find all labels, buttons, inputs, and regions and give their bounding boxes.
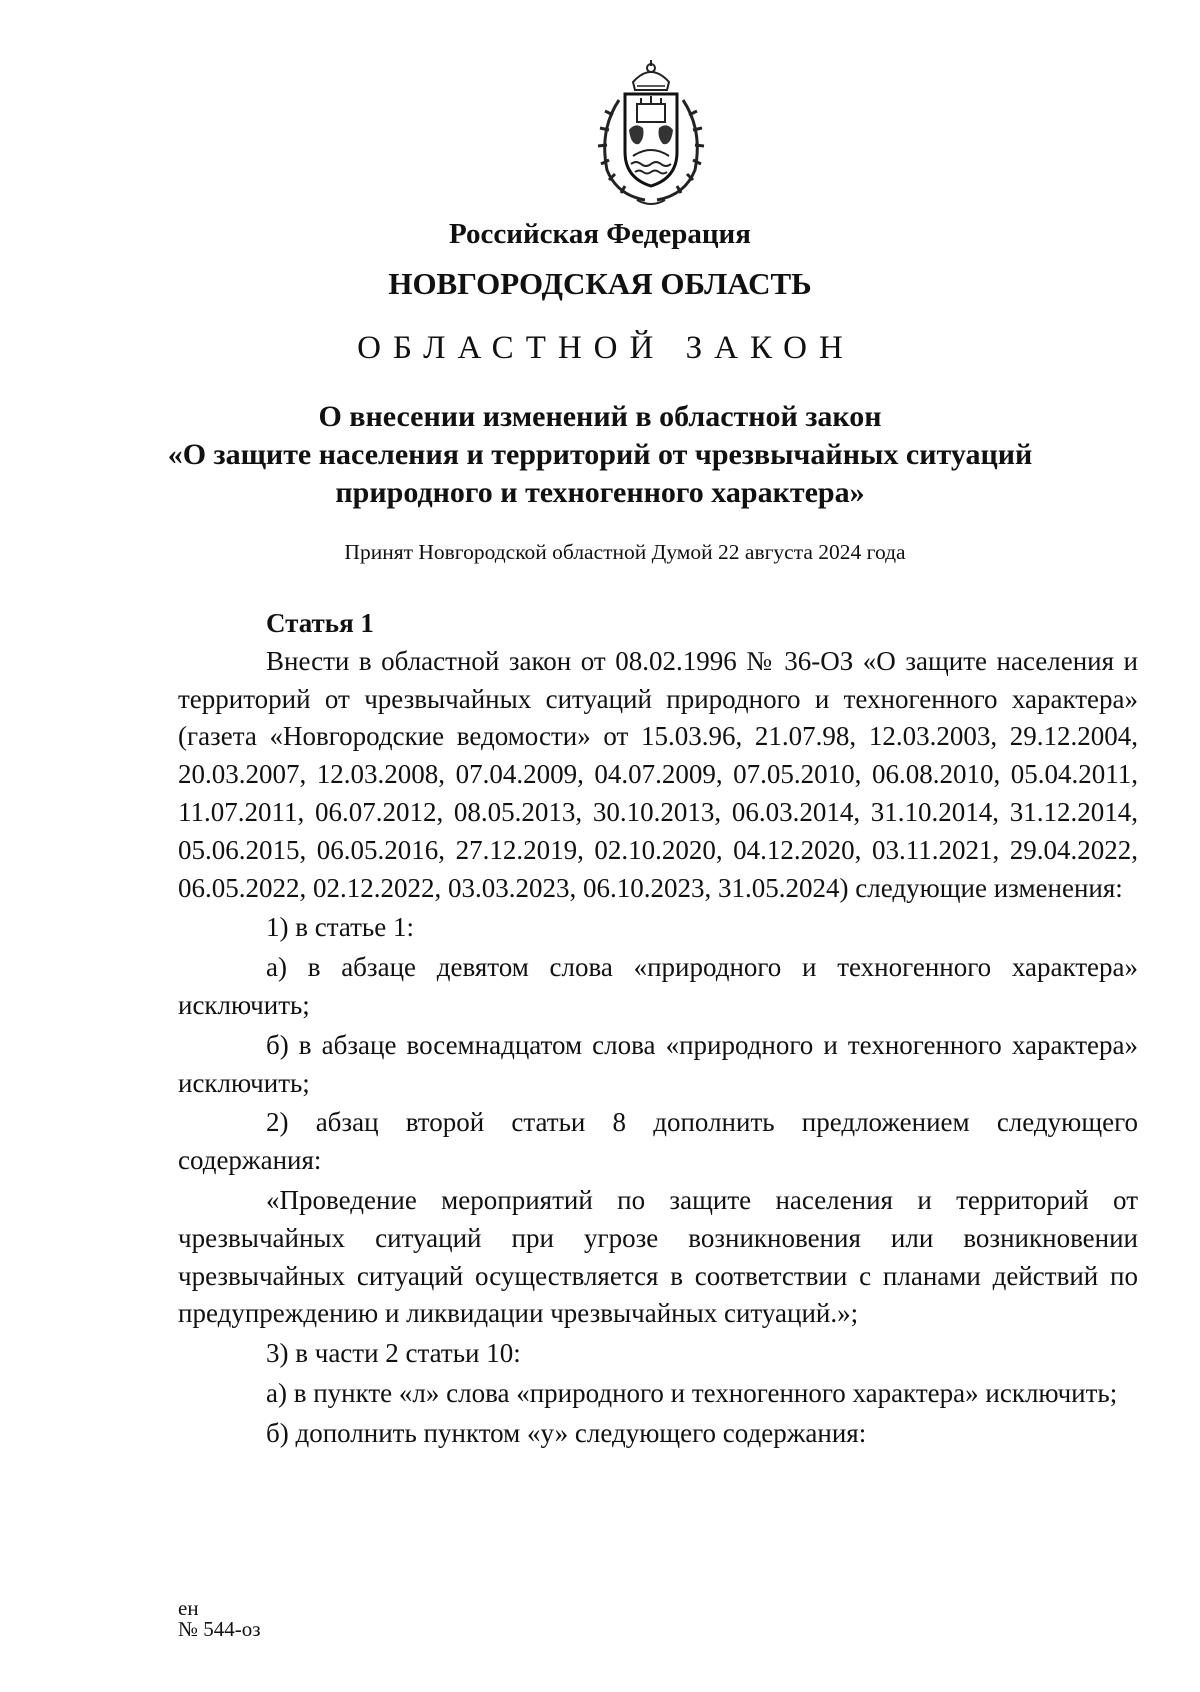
law-title	[120, 398, 1080, 512]
article-paragraph: Внести в областной закон от 08.02.1996 № 36-ОЗ «О защите населения и территорий от чрезвычайных ситуаций природного и техногенного характера» (газета «Новгородские ведомости» от 15.03.96, 21.07.98, 12.03.2003, 29.12.2004, 20.03.2007, 12.03.2008, 07.04.2009, 04.07.2009, 07.05.2010, 06.08.2010, 05.04.2011, 11.07.2011, 06.07.2012, 08.05.2013, 30.10.2013, 06.03.2014, 31.10.2014, 31.12.2014, 05.06.2015, 06.05.2016, 27.12.2019, 02.10.2020, 04.12.2020, 03.11.2021, 29.04.2022, 06.05.2022, 02.12.2022, 03.03.2023, 06.10.2023, 31.05.2024) следующие изменения:	[178, 645, 1138, 903]
law-title-line: О внесении изменений в областной закон	[318, 400, 882, 433]
region-name: НОВГОРОДСКАЯ ОБЛАСТЬ	[388, 266, 812, 301]
article-paragraph: 3) в части 2 статьи 10:	[266, 1338, 521, 1369]
article-paragraph: «Проведение мероприятий по защите населения и территорий от чрезвычайных ситуаций при угрозе возникновения или возникновении чрезвычайных ситуаций осуществляется в соответствии с планами действий по предупреждению и ликвидации чрезвычайных ситуаций.»;	[178, 1184, 1138, 1329]
footer-number: № 544-оз	[178, 1617, 261, 1641]
article-paragraph: 1) в статье 1:	[266, 912, 414, 943]
article-paragraph: а) в пункте «л» слова «природного и техногенного характера» исключить;	[266, 1377, 1118, 1408]
country-name: Российская Федерация	[449, 218, 751, 250]
document-type: ОБЛАСТНОЙ ЗАКОН	[357, 330, 855, 366]
article-paragraph: б) дополнить пунктом «у» следующего содержания:	[266, 1417, 867, 1448]
law-title-line: «О защите населения и территорий от чрезвычайных ситуаций	[167, 438, 1033, 471]
article-paragraph: б) в абзаце восемнадцатом слова «природного и техногенного характера» исключить;	[178, 1029, 1138, 1098]
article-paragraph: а) в абзаце девятом слова «природного и техногенного характера» исключить;	[178, 952, 1138, 1020]
article-paragraph: 2) абзац второй статьи 8 дополнить предложением следующего содержания:	[178, 1107, 1138, 1176]
law-title-line: природного и техногенного характера»	[335, 476, 865, 509]
article-heading: Статья 1	[266, 608, 374, 638]
coat-of-arms-icon	[589, 60, 713, 210]
document-footer	[178, 1598, 261, 1640]
adoption-note: Принят Новгородской областной Думой 22 августа 2024 года	[344, 540, 906, 564]
footer-initials: ен	[178, 1596, 199, 1620]
article-body	[178, 605, 1138, 1453]
